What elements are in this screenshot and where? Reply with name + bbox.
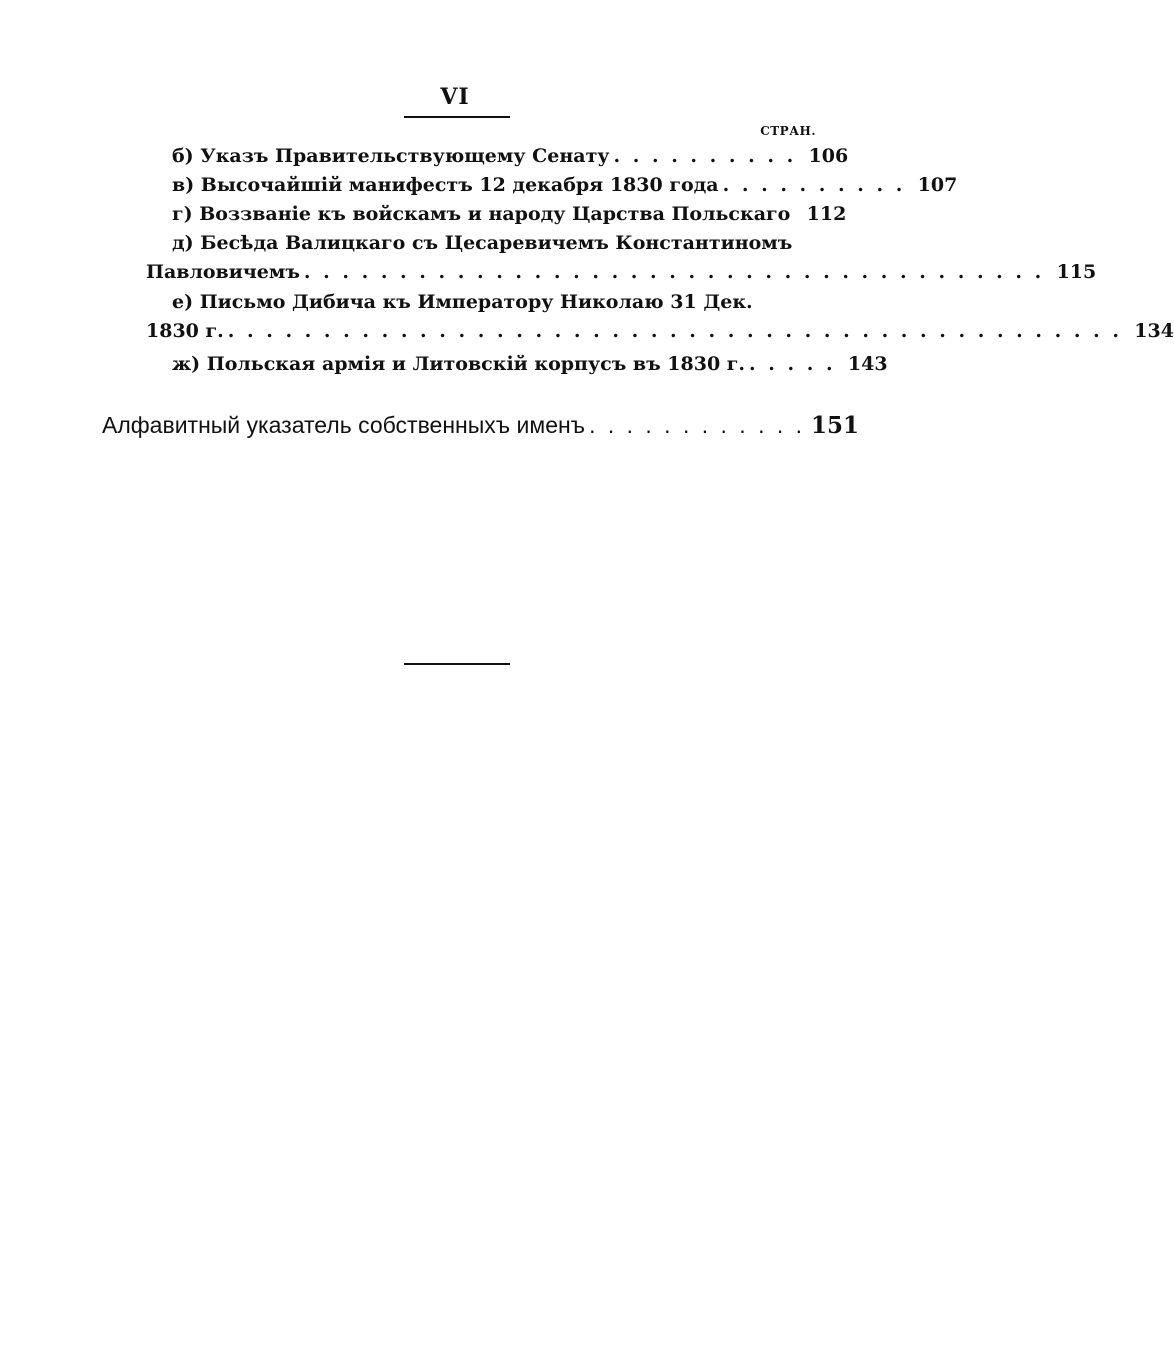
toc-entry-title: е) Письмо Дибича къ Императору Николаю 31 Дек.: [172, 291, 753, 313]
toc-entry-page: 106: [808, 145, 849, 167]
leader-dots: . . . . . . . . . . . . . . . . . . . . . . . . . . . . . . . . . . . . . . . . . . . . . . .: [227, 320, 1122, 342]
page-number: VI: [440, 84, 470, 110]
closing-rule: [404, 663, 510, 665]
header-rule: [404, 116, 510, 118]
toc-entry-title: ж) Польская армія и Литовскій корпусъ въ 1830 г.: [172, 353, 746, 375]
toc-entry-page: 112: [806, 203, 847, 225]
index-entry-page: 151: [811, 412, 860, 439]
toc-entry-title: г) Воззваніе къ войскамъ и народу Царства Польскаго: [172, 203, 791, 225]
toc-entry-page: 107: [917, 174, 958, 196]
toc-entry: [146, 229, 1097, 287]
leader-dots: . . . . . . . . . . . . . . . . . . . . . . . . . . . . . . . . . . . . . . .: [303, 261, 1045, 283]
toc-entry-title: д) Бесѣда Валицкаго съ Цесаревичемъ Константиномъ: [172, 232, 793, 254]
leader-dots: . . . . . . . . . .: [722, 174, 906, 196]
toc-entry-title-continued: Павловичемъ: [146, 261, 300, 283]
leader-dots: . . . . . . . . . . . .: [589, 412, 806, 438]
toc-entry: [146, 200, 847, 229]
toc-entry-title: б) Указъ Правительствующему Сенату: [172, 145, 610, 167]
leader-dots: . . . . . . . . . .: [613, 145, 797, 167]
toc-entry-title-continued: 1830 г.: [146, 320, 224, 342]
toc-entry-page: 143: [847, 353, 888, 375]
toc-entry: [146, 142, 849, 171]
toc-entry-page: 134: [1134, 320, 1174, 342]
toc-entry: [146, 171, 958, 200]
toc-entry-page: 115: [1056, 261, 1097, 283]
column-header: СТРАН.: [760, 124, 816, 138]
toc-entry: [146, 350, 888, 379]
leader-dots: . . . . .: [749, 353, 836, 375]
index-entry-title: Алфавитный указатель собственныхъ именъ: [102, 412, 586, 438]
toc-entry-title: в) Высочайшій манифестъ 12 декабря 1830 года: [172, 174, 719, 196]
index-entry: [102, 410, 860, 440]
toc-entry: [146, 288, 1174, 346]
